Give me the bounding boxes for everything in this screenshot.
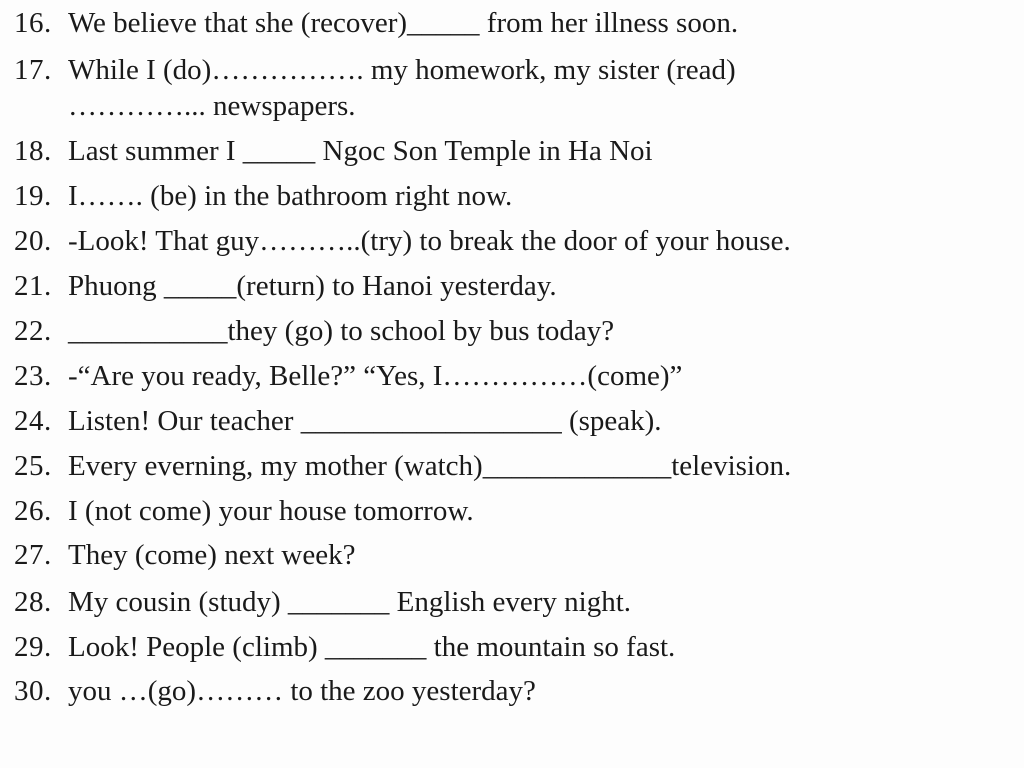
item-text: Every everning, my mother (watch)_____________television.	[68, 450, 792, 482]
item-text: ___________they (go) to school by bus today?	[68, 315, 615, 347]
item-text: I……. (be) in the bathroom right now.	[68, 180, 513, 212]
exercise-item-22	[0, 311, 1010, 351]
item-number: 27.	[14, 539, 52, 571]
item-number: 26.	[14, 495, 52, 527]
item-number: 29.	[14, 631, 52, 663]
item-number: 16.	[14, 7, 52, 39]
exercise-item-16	[0, 3, 1010, 43]
exercise-item-19	[0, 176, 1010, 216]
item-text: Last summer I _____ Ngoc Son Temple in Ha Noi	[68, 135, 653, 167]
item-text: you …(go)……… to the zoo yesterday?	[68, 675, 536, 707]
item-number: 19.	[14, 180, 52, 212]
item-text: They (come) next week?	[68, 539, 356, 571]
exercise-item-23	[0, 356, 1010, 396]
exercise-item-28	[0, 582, 1010, 622]
item-17-continuation: …………... newspapers.	[68, 90, 356, 122]
exercise-item-29	[0, 627, 1010, 667]
item-text: I (not come) your house tomorrow.	[68, 495, 474, 527]
item-number: 18.	[14, 135, 52, 167]
exercise-item-20	[0, 221, 1010, 261]
item-number: 21.	[14, 270, 52, 302]
exercise-item-18	[0, 131, 1010, 171]
item-text: Phuong _____(return) to Hanoi yesterday.	[68, 270, 557, 302]
item-number: 28.	[14, 586, 52, 618]
exercise-item-26	[0, 491, 1010, 531]
exercise-item-21	[0, 266, 1010, 306]
item-number: 17.	[14, 54, 52, 86]
item-number: 25.	[14, 450, 52, 482]
item-text: -“Are you ready, Belle?” “Yes, I……………(come)”	[68, 360, 683, 392]
item-number: 23.	[14, 360, 52, 392]
exercise-item-25	[0, 446, 1010, 486]
item-number: 30.	[14, 675, 52, 707]
item-text: Listen! Our teacher __________________ (speak).	[68, 405, 662, 437]
exercise-item-30	[0, 671, 1010, 711]
exercise-item-27	[0, 535, 1010, 575]
item-text: My cousin (study) _______ English every night.	[68, 586, 632, 618]
exercise-item-17	[0, 50, 1010, 90]
item-number: 24.	[14, 405, 52, 437]
item-text: We believe that she (recover)_____ from her illness soon.	[68, 7, 739, 39]
item-text: -Look! That guy………..(try) to break the door of your house.	[68, 225, 791, 257]
item-number: 22.	[14, 315, 52, 347]
item-text: While I (do)……………. my homework, my sister (read)	[68, 54, 736, 86]
item-text: Look! People (climb) _______ the mountain so fast.	[68, 631, 676, 663]
item-number: 20.	[14, 225, 52, 257]
exercise-item-24	[0, 401, 1010, 441]
